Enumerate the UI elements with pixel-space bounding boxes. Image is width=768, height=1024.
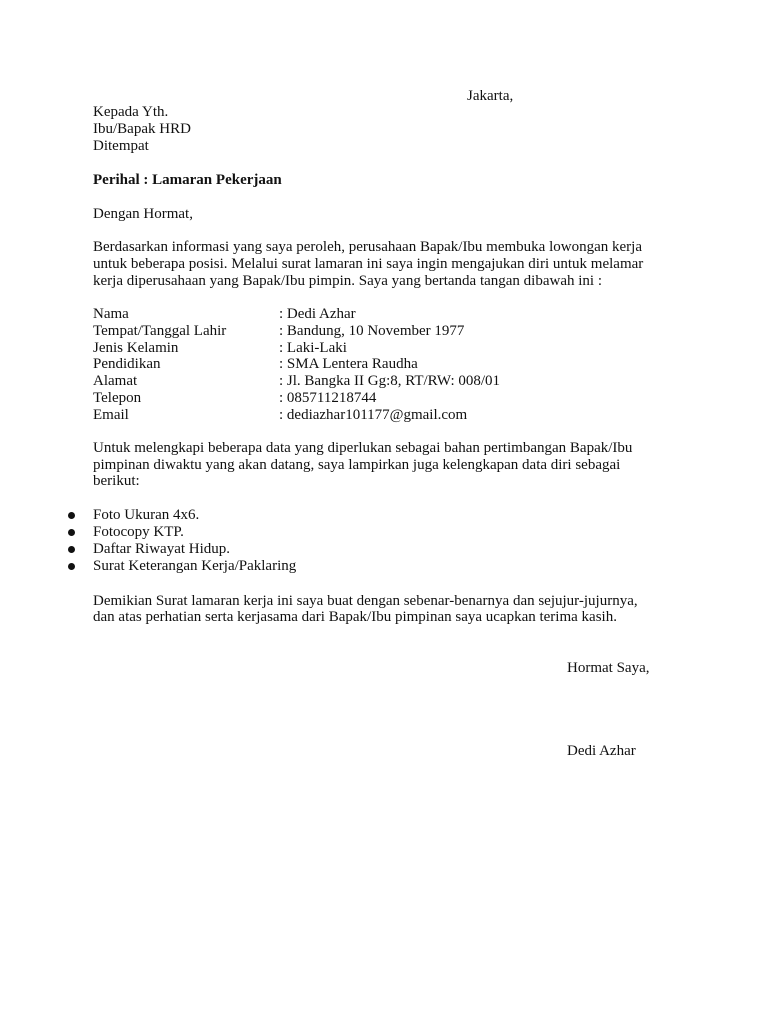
attachment-item: Daftar Riwayat Hidup. xyxy=(93,541,231,557)
bullet-icon xyxy=(68,512,75,519)
attachment-intro-line-1: Untuk melengkapi beberapa data yang diperlukan sebagai bahan pertimbangan Bapak/Ibu xyxy=(93,440,633,456)
bullet-icon xyxy=(68,563,75,570)
signer-name: Dedi Azhar xyxy=(567,743,636,759)
detail-label-gender: Jenis Kelamin xyxy=(93,340,179,356)
greeting: Dengan Hormat, xyxy=(93,206,193,222)
attachment-item: Fotocopy KTP. xyxy=(93,524,184,540)
bullet-icon xyxy=(68,529,75,536)
attachment-intro-line-2: pimpinan diwaktu yang akan datang, saya lampirkan juga kelengkapan data diri sebagai xyxy=(93,457,621,473)
detail-label-phone: Telepon xyxy=(93,390,142,406)
intro-line-1: Berdasarkan informasi yang saya peroleh, perusahaan Bapak/Ibu membuka lowongan kerja xyxy=(93,239,642,255)
detail-value-education: : SMA Lentera Raudha xyxy=(279,356,418,372)
attachment-item: Surat Keterangan Kerja/Paklaring xyxy=(93,558,297,574)
recipient-line-3: Ditempat xyxy=(93,138,149,154)
place-date: Jakarta, xyxy=(467,88,514,104)
closing-line-1: Demikian Surat lamaran kerja ini saya buat dengan sebenar-benarnya dan sejujur-jujurnya, xyxy=(93,593,638,609)
intro-line-2: untuk beberapa posisi. Melalui surat lamaran ini saya ingin mengajukan diri untuk melamar xyxy=(93,256,644,272)
attachment-item: Foto Ukuran 4x6. xyxy=(93,507,200,523)
detail-value-email: : dediazhar101177@gmail.com xyxy=(279,407,468,423)
detail-value-address: : Jl. Bangka II Gg:8, RT/RW: 008/01 xyxy=(279,373,501,389)
bullet-icon xyxy=(68,546,75,553)
recipient-line-2: Ibu/Bapak HRD xyxy=(93,121,191,137)
detail-label-nama: Nama xyxy=(93,306,129,322)
detail-value-phone: : 085711218744 xyxy=(279,390,377,406)
detail-label-birth: Tempat/Tanggal Lahir xyxy=(93,323,227,339)
detail-label-education: Pendidikan xyxy=(93,356,161,372)
detail-value-birth: : Bandung, 10 November 1977 xyxy=(279,323,465,339)
detail-value-gender: : Laki-Laki xyxy=(279,340,347,356)
detail-label-email: Email xyxy=(93,407,129,423)
attachment-intro-line-3: berikut: xyxy=(93,473,140,489)
sign-off: Hormat Saya, xyxy=(567,660,650,676)
closing-line-2: dan atas perhatian serta kerjasama dari Bapak/Ibu pimpinan saya ucapkan terima kasih. xyxy=(93,609,617,625)
detail-label-address: Alamat xyxy=(93,373,138,389)
detail-value-nama: : Dedi Azhar xyxy=(279,306,356,322)
subject-line: Perihal : Lamaran Pekerjaan xyxy=(93,172,282,188)
recipient-line-1: Kepada Yth. xyxy=(93,104,169,120)
intro-line-3: kerja diperusahaan yang Bapak/Ibu pimpin. Saya yang bertanda tangan dibawah ini : xyxy=(93,273,603,289)
